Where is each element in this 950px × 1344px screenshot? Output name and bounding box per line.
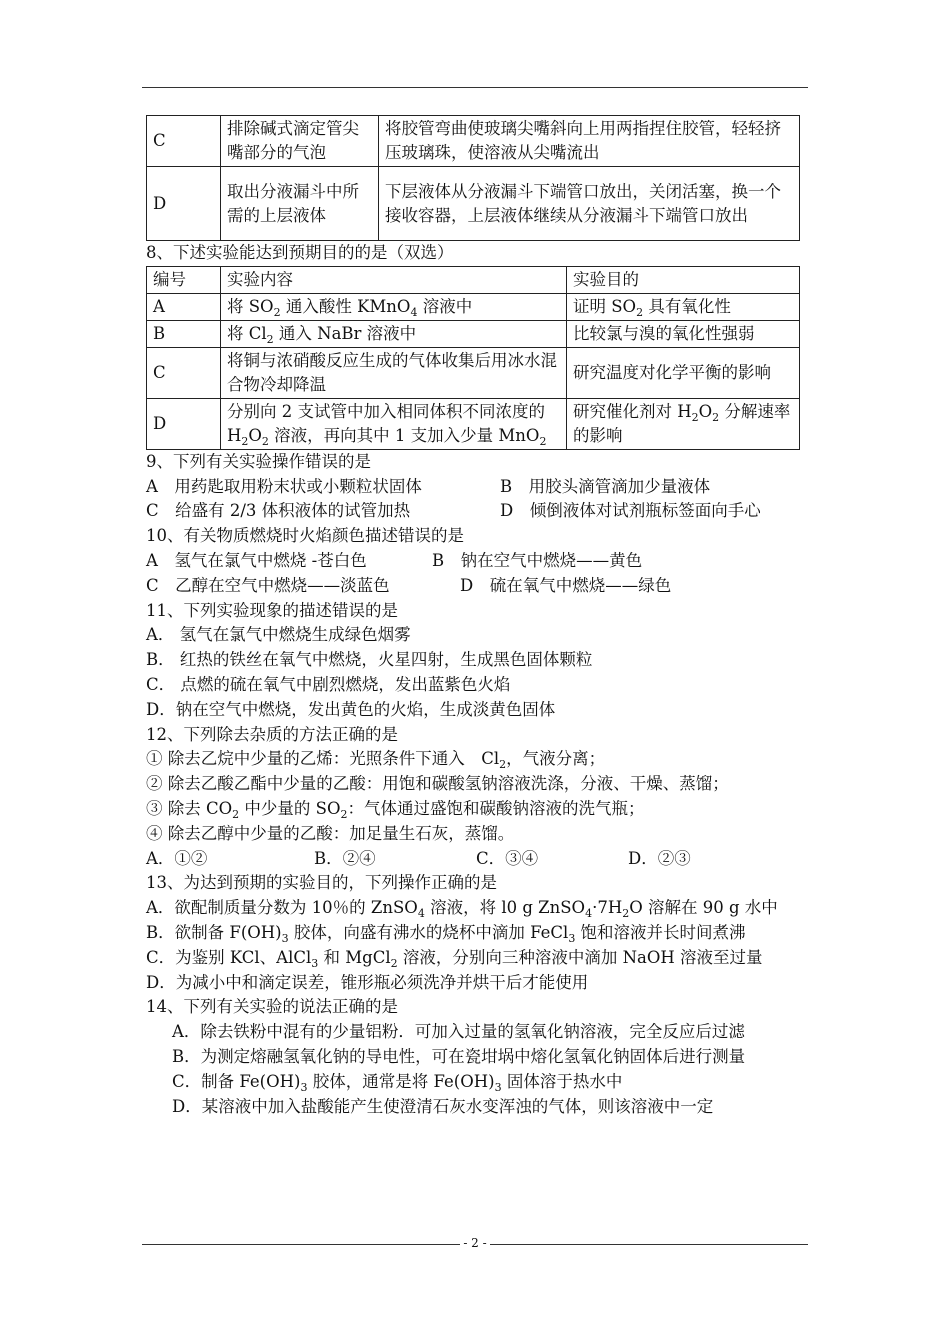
option-b: B 用胶头滴管滴加少量液体: [500, 476, 711, 496]
cell-content: 将 $Cl_2$ 通入 NaBr 溶液中: [221, 320, 567, 347]
cell-content: 将铜与浓硝酸反应生成的气体收集后用冰水混合物冷却降温: [221, 347, 567, 398]
option-d: D．为减小中和滴定误差，锥形瓶必须洗净并烘干后才能使用: [146, 972, 589, 992]
q9-options-cd: [146, 499, 810, 524]
option-b: B．为测定熔融氢氧化钠的导电性，可在瓷坩埚中熔化氢氧化钠固体后进行测量: [172, 1046, 746, 1066]
cell-method: 下层液体从分液漏斗下端管口放出，关闭活塞，换一个接收容器，上层液体继续从分液漏斗下端管口放出: [379, 167, 800, 241]
cell-content: 分别向 2 支试管中加入相同体积不同浓度的 $H_2O_2$ 溶液，再向其中 1 支加入少量 MnO$_2$: [221, 398, 567, 449]
q12-options: [146, 847, 810, 872]
option-c: C． 点燃的硫在氧气中剧烈燃烧，发出蓝紫色火焰: [146, 674, 511, 694]
option-b: B 钠在空气中燃烧——黄色: [432, 550, 643, 570]
option-a: A．除去铁粉中混有的少量铝粉．可加入过量的氢氧化钠溶液，完全反应后过滤: [172, 1022, 745, 1042]
option-d: D．②③: [628, 848, 691, 868]
option-a: A．①②: [146, 848, 208, 868]
option-c: C 乙醇在空气中燃烧——淡蓝色: [146, 575, 390, 595]
option-d: D 硫在氧气中燃烧——绿色: [460, 575, 672, 595]
option-b: B．欲制备 $F(OH)_3$ 胶体，向盛有沸水的烧杯中滴加 FeCl$_3$ 饱和溶液并长时间煮沸: [146, 922, 746, 945]
q12-item-3: ③ 除去 $CO_2$ 中少量的 $SO_2$：气体通过盛饱和碳酸钠溶液的洗气瓶；: [146, 798, 645, 821]
header-purpose: 实验目的: [567, 266, 800, 293]
page-number: - 2 -: [0, 1236, 950, 1250]
header-content: 实验内容: [221, 266, 567, 293]
q9-stem: 9、下列有关实验操作错误的是: [146, 451, 371, 471]
option-a: A 用药匙取用粉末状或小颗粒状固体: [146, 476, 422, 496]
q10-options-ab: [146, 549, 810, 574]
table-row: [147, 398, 800, 449]
table-row: [147, 347, 800, 398]
option-c: C．制备 $Fe(OH)_3$ 胶体，通常是将 $Fe(OH)_3$ 固体溶于热水中: [172, 1071, 623, 1094]
q12-item-4: ④ 除去乙醇中少量的乙酸：加足量生石灰，蒸馏。: [146, 823, 515, 843]
option-a: A 氢气在氯气中燃烧 -苍白色: [146, 550, 367, 570]
cell-id: D: [147, 398, 221, 449]
option-d: D．某溶液中加入盐酸能产生使澄清石灰水变浑浊的气体，则该溶液中一定: [172, 1096, 714, 1116]
option-b: B．②④: [314, 848, 376, 868]
table-row: [147, 116, 800, 167]
cell-id: C: [147, 116, 221, 167]
cell-id: C: [147, 347, 221, 398]
option-a: A．欲配制质量分数为 10％的 ZnSO$_4$ 溶液，将 l0 g $ZnSO_4\cdot 7H_2O$ 溶解在 90 g 水中: [146, 898, 778, 921]
q12-item-2: ② 除去乙酸乙酯中少量的乙酸：用饱和碳酸氢钠溶液洗涤，分液、干燥、蒸馏；: [146, 774, 729, 794]
table-row: [147, 293, 800, 320]
option-c: C 给盛有 2/3 体积液体的试管加热: [146, 501, 411, 521]
q12-item-1: ① 除去乙烷中少量的乙烯：光照条件下通入 $Cl_2$，气液分离；: [146, 749, 606, 772]
q13-stem: 13、为达到预期的实验目的，下列操作正确的是: [146, 873, 497, 893]
cell-content: 将 $SO_2$ 通入酸性 KMnO$_4$ 溶液中: [221, 293, 567, 320]
q8-stem: 8、下述实验能达到预期目的的是（双选）: [146, 243, 454, 262]
option-c: C．为鉴别 KCl、AlCl$_3$ 和 MgCl$_2$ 溶液，分别向三种溶液中滴加 NaOH 溶液至过量: [146, 947, 763, 970]
cell-purpose: 研究温度对化学平衡的影响: [567, 347, 800, 398]
q12-stem: 12、下列除去杂质的方法正确的是: [146, 724, 398, 744]
cell-id: A: [147, 293, 221, 320]
cell-operation: 排除碱式滴定管尖嘴部分的气泡: [221, 116, 379, 167]
cell-method: 将胶管弯曲使玻璃尖嘴斜向上用两指捏住胶管，轻轻挤压玻璃珠，使溶液从尖嘴流出: [379, 116, 800, 167]
q9-options-ab: [146, 475, 810, 500]
q11-stem: 11、下列实验现象的描述错误的是: [146, 600, 398, 620]
q10-options-cd: [146, 574, 810, 599]
header-id: 编号: [147, 266, 221, 293]
cell-purpose: 比较氯与溴的氧化性强弱: [567, 320, 800, 347]
cell-id: D: [147, 167, 221, 241]
table-row: [147, 320, 800, 347]
table-q8: [146, 266, 800, 450]
cell-purpose: 研究催化剂对 $H_2O_2$ 分解速率的影响: [567, 398, 800, 449]
table-q7-continued: [146, 115, 800, 241]
q10-stem: 10、有关物质燃烧时火焰颜色描述错误的是: [146, 526, 464, 546]
header-rule: [142, 87, 808, 88]
cell-operation: 取出分液漏斗中所需的上层液体: [221, 167, 379, 241]
option-c: C．③④: [476, 848, 539, 868]
cell-id: B: [147, 320, 221, 347]
q14-stem: 14、下列有关实验的说法正确的是: [146, 997, 398, 1017]
page-content: [146, 115, 810, 1119]
option-d: D．钠在空气中燃烧，发出黄色的火焰，生成淡黄色固体: [146, 699, 556, 719]
table-row: [147, 167, 800, 241]
option-d: D 倾倒液体对试剂瓶标签面向手心: [500, 501, 761, 521]
table-header-row: [147, 266, 800, 293]
cell-purpose: 证明 $SO_2$ 具有氧化性: [567, 293, 800, 320]
option-a: A． 氢气在氯气中燃烧生成绿色烟雾: [146, 625, 411, 645]
option-b: B． 红热的铁丝在氧气中燃烧，火星四射，生成黑色固体颗粒: [146, 650, 593, 670]
